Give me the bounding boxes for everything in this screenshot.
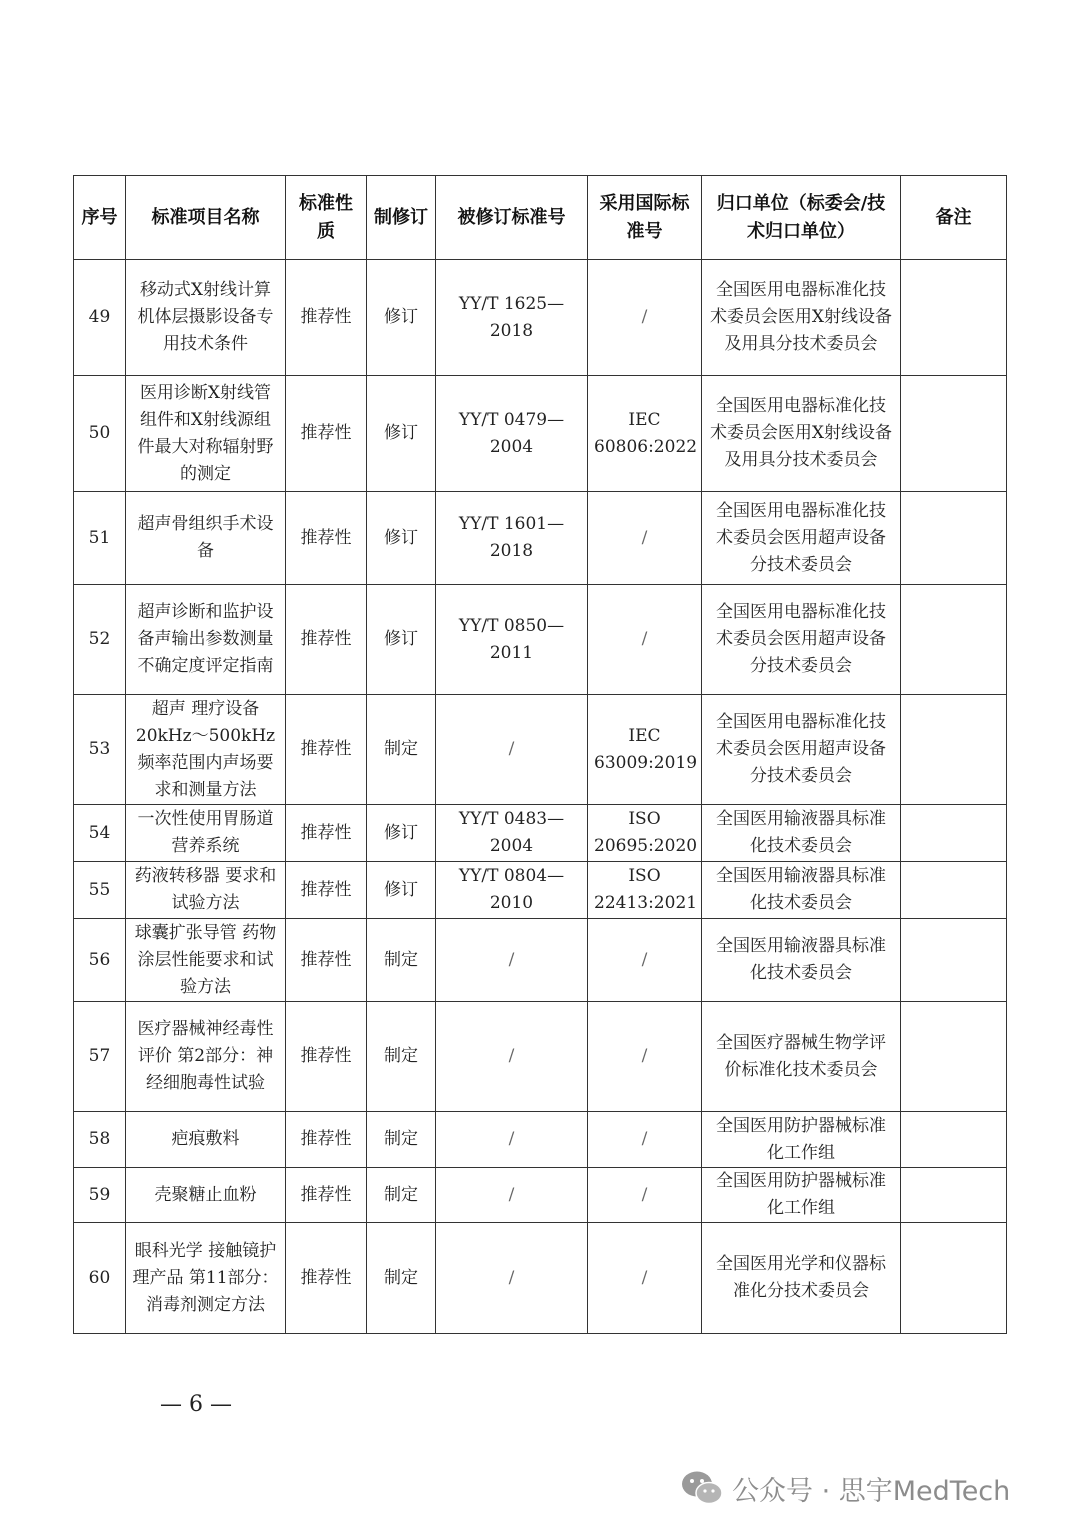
header-name: 标准项目名称 bbox=[126, 176, 286, 260]
header-type: 制修订 bbox=[367, 176, 436, 260]
header-remark: 备注 bbox=[901, 176, 1007, 260]
page-number: — 6 — bbox=[160, 1392, 232, 1417]
cell-intl: / bbox=[588, 260, 702, 376]
cell-unit: 全国医用输液器具标准化技术委员会 bbox=[702, 805, 901, 862]
cell-revised: / bbox=[436, 695, 588, 805]
cell-nature: 推荐性 bbox=[286, 1223, 367, 1334]
table-row bbox=[74, 1002, 1007, 1112]
table-row bbox=[74, 805, 1007, 862]
cell-nature: 推荐性 bbox=[286, 260, 367, 376]
cell-unit: 全国医用电器标准化技术委员会医用超声设备分技术委员会 bbox=[702, 492, 901, 585]
cell-name: 超声 理疗设备 20kHz～500kHz 频率范围内声场要求和测量方法 bbox=[126, 695, 286, 805]
header-unit: 归口单位（标委会/技术归口单位） bbox=[702, 176, 901, 260]
cell-name: 球囊扩张导管 药物涂层性能要求和试验方法 bbox=[126, 919, 286, 1002]
table-row bbox=[74, 260, 1007, 376]
cell-intl: / bbox=[588, 1168, 702, 1223]
cell-revised: YY/T 1601—2018 bbox=[436, 492, 588, 585]
cell-no: 51 bbox=[74, 492, 126, 585]
cell-remark bbox=[901, 919, 1007, 1002]
cell-nature: 推荐性 bbox=[286, 376, 367, 492]
cell-revised: YY/T 0483—2004 bbox=[436, 805, 588, 862]
cell-remark bbox=[901, 585, 1007, 695]
cell-remark bbox=[901, 1223, 1007, 1334]
cell-unit: 全国医用电器标准化技术委员会医用X射线设备及用具分技术委员会 bbox=[702, 260, 901, 376]
cell-no: 59 bbox=[74, 1168, 126, 1223]
table-row bbox=[74, 1112, 1007, 1168]
cell-type: 制定 bbox=[367, 1223, 436, 1334]
cell-remark bbox=[901, 1168, 1007, 1223]
cell-no: 60 bbox=[74, 1223, 126, 1334]
cell-unit: 全国医用防护器械标准化工作组 bbox=[702, 1112, 901, 1168]
cell-unit: 全国医用光学和仪器标准化分技术委员会 bbox=[702, 1223, 901, 1334]
cell-unit: 全国医用电器标准化技术委员会医用X射线设备及用具分技术委员会 bbox=[702, 376, 901, 492]
cell-intl: / bbox=[588, 585, 702, 695]
cell-revised: YY/T 0850—2011 bbox=[436, 585, 588, 695]
cell-revised: YY/T 1625—2018 bbox=[436, 260, 588, 376]
cell-name: 医用诊断X射线管组件和X射线源组件最大对称辐射野的测定 bbox=[126, 376, 286, 492]
cell-intl: ISO 22413:2021 bbox=[588, 862, 702, 919]
cell-name: 药液转移器 要求和试验方法 bbox=[126, 862, 286, 919]
cell-revised: YY/T 0479—2004 bbox=[436, 376, 588, 492]
cell-unit: 全国医用输液器具标准化技术委员会 bbox=[702, 919, 901, 1002]
table-row bbox=[74, 585, 1007, 695]
cell-type: 制定 bbox=[367, 1112, 436, 1168]
cell-remark bbox=[901, 862, 1007, 919]
cell-no: 52 bbox=[74, 585, 126, 695]
cell-remark bbox=[901, 1002, 1007, 1112]
cell-no: 55 bbox=[74, 862, 126, 919]
cell-type: 制定 bbox=[367, 919, 436, 1002]
header-intl: 采用国际标准号 bbox=[588, 176, 702, 260]
standards-table bbox=[73, 175, 1007, 1334]
cell-remark bbox=[901, 695, 1007, 805]
cell-name: 移动式X射线计算机体层摄影设备专用技术条件 bbox=[126, 260, 286, 376]
cell-unit: 全国医用防护器械标准化工作组 bbox=[702, 1168, 901, 1223]
cell-intl: IEC 60806:2022 bbox=[588, 376, 702, 492]
cell-intl: / bbox=[588, 1223, 702, 1334]
table-row bbox=[74, 1168, 1007, 1223]
cell-type: 制定 bbox=[367, 1002, 436, 1112]
wechat-icon bbox=[680, 1468, 724, 1508]
table-row bbox=[74, 862, 1007, 919]
watermark-text: 公众号 · 思宇MedTech bbox=[732, 1475, 1011, 1507]
cell-nature: 推荐性 bbox=[286, 492, 367, 585]
cell-no: 58 bbox=[74, 1112, 126, 1168]
cell-intl: IEC 63009:2019 bbox=[588, 695, 702, 805]
cell-unit: 全国医疗器械生物学评价标准化技术委员会 bbox=[702, 1002, 901, 1112]
table-row bbox=[74, 919, 1007, 1002]
cell-no: 54 bbox=[74, 805, 126, 862]
cell-name: 疤痕敷料 bbox=[126, 1112, 286, 1168]
cell-type: 修订 bbox=[367, 862, 436, 919]
cell-unit: 全国医用电器标准化技术委员会医用超声设备分技术委员会 bbox=[702, 585, 901, 695]
cell-name: 眼科光学 接触镜护理产品 第11部分：消毒剂测定方法 bbox=[126, 1223, 286, 1334]
table-row bbox=[74, 695, 1007, 805]
cell-no: 50 bbox=[74, 376, 126, 492]
cell-type: 修订 bbox=[367, 260, 436, 376]
cell-revised: / bbox=[436, 1112, 588, 1168]
cell-name: 壳聚糖止血粉 bbox=[126, 1168, 286, 1223]
cell-type: 制定 bbox=[367, 1168, 436, 1223]
cell-type: 修订 bbox=[367, 492, 436, 585]
cell-revised: / bbox=[436, 1223, 588, 1334]
cell-intl: / bbox=[588, 1112, 702, 1168]
cell-nature: 推荐性 bbox=[286, 919, 367, 1002]
cell-nature: 推荐性 bbox=[286, 585, 367, 695]
table-row bbox=[74, 376, 1007, 492]
cell-name: 医疗器械神经毒性评价 第2部分：神经细胞毒性试验 bbox=[126, 1002, 286, 1112]
header-nature: 标准性质 bbox=[286, 176, 367, 260]
cell-name: 超声诊断和监护设备声输出参数测量不确定度评定指南 bbox=[126, 585, 286, 695]
cell-revised: YY/T 0804—2010 bbox=[436, 862, 588, 919]
cell-name: 一次性使用胃肠道营养系统 bbox=[126, 805, 286, 862]
cell-name: 超声骨组织手术设备 bbox=[126, 492, 286, 585]
cell-type: 修订 bbox=[367, 376, 436, 492]
cell-nature: 推荐性 bbox=[286, 862, 367, 919]
cell-no: 53 bbox=[74, 695, 126, 805]
cell-nature: 推荐性 bbox=[286, 1112, 367, 1168]
cell-intl: / bbox=[588, 492, 702, 585]
cell-type: 制定 bbox=[367, 695, 436, 805]
cell-unit: 全国医用输液器具标准化技术委员会 bbox=[702, 862, 901, 919]
header-no: 序号 bbox=[74, 176, 126, 260]
cell-intl: / bbox=[588, 1002, 702, 1112]
cell-remark bbox=[901, 1112, 1007, 1168]
cell-unit: 全国医用电器标准化技术委员会医用超声设备分技术委员会 bbox=[702, 695, 901, 805]
table-row bbox=[74, 1223, 1007, 1334]
table-row bbox=[74, 492, 1007, 585]
cell-revised: / bbox=[436, 1168, 588, 1223]
cell-remark bbox=[901, 805, 1007, 862]
cell-no: 49 bbox=[74, 260, 126, 376]
cell-intl: ISO 20695:2020 bbox=[588, 805, 702, 862]
cell-nature: 推荐性 bbox=[286, 805, 367, 862]
cell-revised: / bbox=[436, 919, 588, 1002]
cell-remark bbox=[901, 260, 1007, 376]
watermark bbox=[680, 1468, 1010, 1508]
cell-nature: 推荐性 bbox=[286, 1002, 367, 1112]
cell-nature: 推荐性 bbox=[286, 695, 367, 805]
cell-remark bbox=[901, 376, 1007, 492]
cell-intl: / bbox=[588, 919, 702, 1002]
header-revised: 被修订标准号 bbox=[436, 176, 588, 260]
cell-type: 修订 bbox=[367, 805, 436, 862]
cell-no: 57 bbox=[74, 1002, 126, 1112]
cell-nature: 推荐性 bbox=[286, 1168, 367, 1223]
cell-revised: / bbox=[436, 1002, 588, 1112]
cell-type: 修订 bbox=[367, 585, 436, 695]
table-header-row bbox=[74, 176, 1007, 260]
cell-no: 56 bbox=[74, 919, 126, 1002]
cell-remark bbox=[901, 492, 1007, 585]
